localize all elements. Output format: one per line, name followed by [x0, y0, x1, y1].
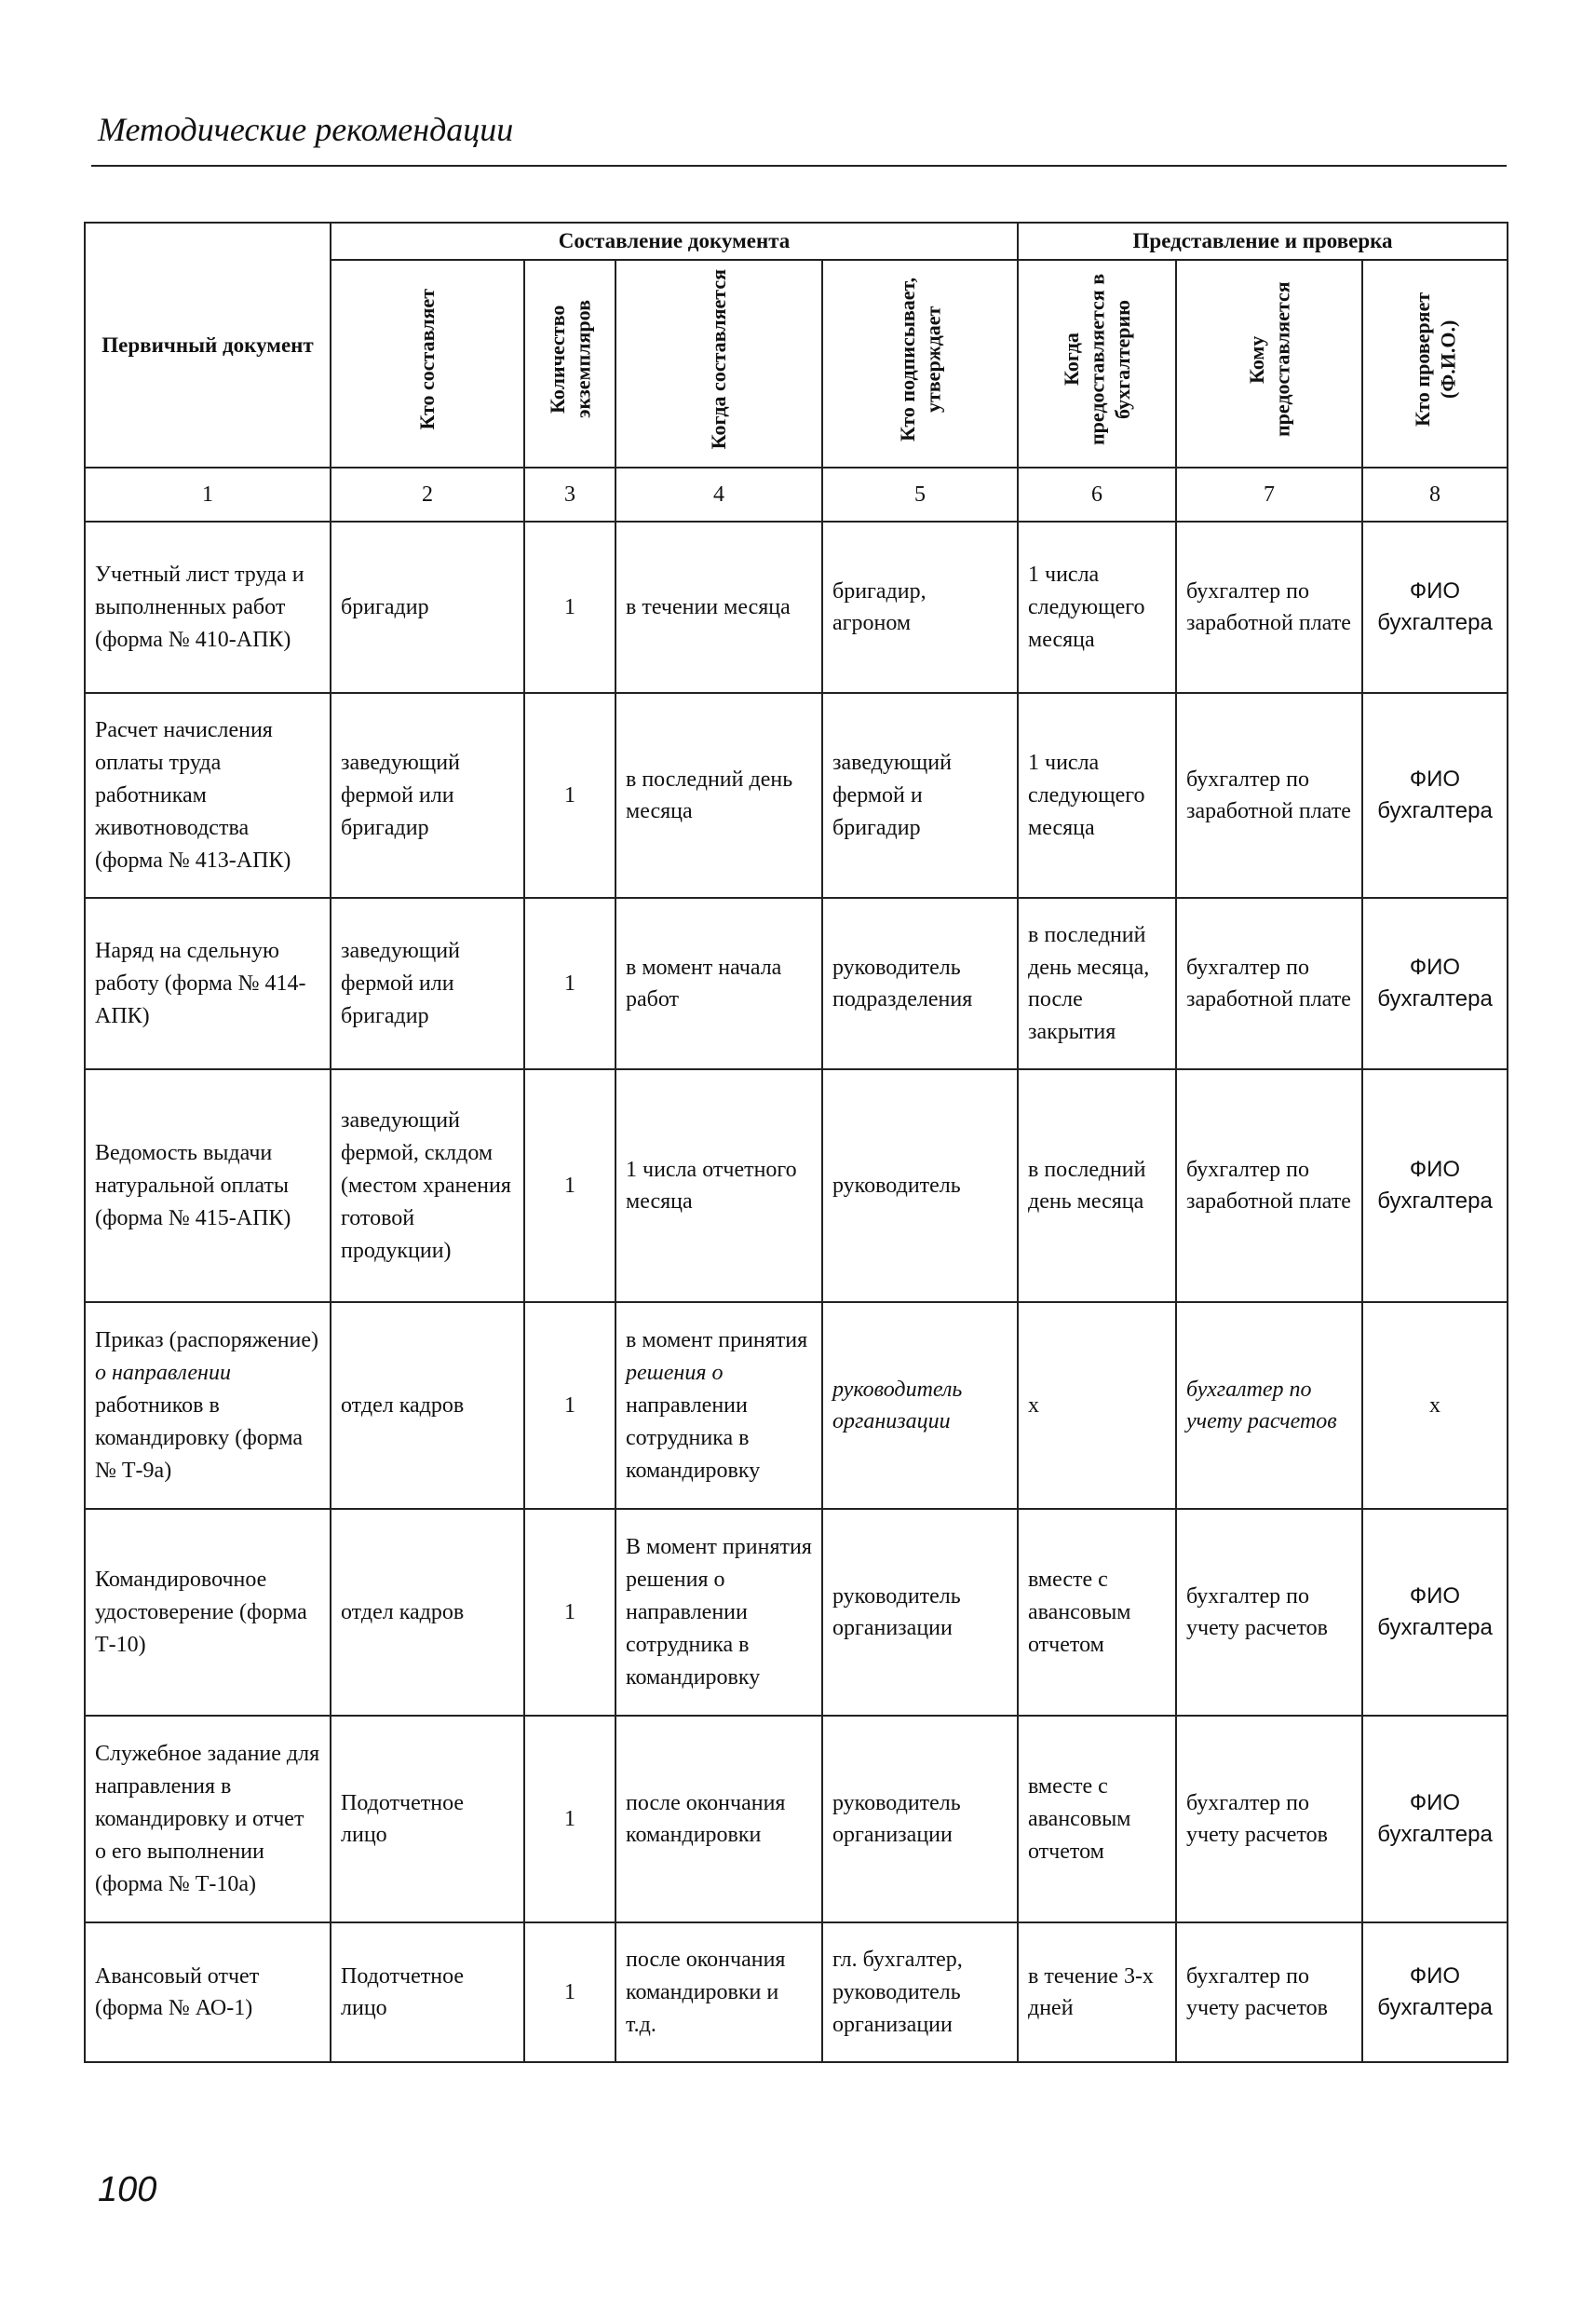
header-rule [91, 165, 1507, 167]
table-row [85, 1509, 1508, 1716]
cell-copies: 1 [524, 693, 615, 898]
cell-submitted-to: бухгалтер по заработной плате [1176, 1069, 1362, 1302]
cell-checker: ФИО бухгалтера [1362, 693, 1508, 898]
column-number: 2 [331, 468, 524, 522]
cell-who-composes: заведующий фермой или бригадир [331, 898, 524, 1069]
column-number: 1 [85, 468, 331, 522]
cell-who-signs: руководитель организации [822, 1302, 1018, 1509]
cell-when-submitted: вместе с авансовым отчетом [1018, 1509, 1176, 1716]
col-header-copies: Количество экземпляров [524, 260, 615, 468]
cell-submitted-to: бухгалтер по учету расчетов [1176, 1509, 1362, 1716]
cell-when-composed: в момент начала работ [615, 898, 822, 1069]
column-number: 6 [1018, 468, 1176, 522]
cell-who-signs: руководитель [822, 1069, 1018, 1302]
col-header-submitted-to: Кому предоставляется [1176, 260, 1362, 468]
cell-when-composed: 1 числа отчетного месяца [615, 1069, 822, 1302]
cell-who-signs: бригадир, агроном [822, 522, 1018, 693]
cell-copies: 1 [524, 522, 615, 693]
presentation-group-header: Представление и проверка [1018, 223, 1508, 260]
table-row [85, 522, 1508, 693]
col-header-when-submitted: Когда предоставляется в бухгалтерию [1018, 260, 1176, 468]
cell-when-submitted: в последний день месяца [1018, 1069, 1176, 1302]
cell-who-signs: руководитель организации [822, 1509, 1018, 1716]
cell-document: Служебное задание для направления в командировку и отчет о его выполнении (форма № Т-10а) [85, 1716, 331, 1922]
cell-checker: ФИО бухгалтера [1362, 1922, 1508, 2062]
cell-checker: х [1362, 1302, 1508, 1509]
cell-when-submitted: вместе с авансовым отчетом [1018, 1716, 1176, 1922]
column-number-row [85, 468, 1508, 522]
cell-submitted-to: бухгалтер по заработной плате [1176, 522, 1362, 693]
cell-when-submitted: 1 числа следующего месяца [1018, 693, 1176, 898]
cell-when-composed: после окончания командировки [615, 1716, 822, 1922]
composition-group-header: Составление документа [331, 223, 1018, 260]
cell-document: Приказ (распоряжение) о направлении работников в командировку (форма № Т-9а) [85, 1302, 331, 1509]
column-number: 3 [524, 468, 615, 522]
cell-who-signs: руководитель организации [822, 1716, 1018, 1922]
table-row [85, 693, 1508, 898]
cell-document: Ведомость выдачи натуральной оплаты (форма № 415-АПК) [85, 1069, 331, 1302]
cell-document: Расчет начисления оплаты труда работникам животноводства (форма № 413-АПК) [85, 693, 331, 898]
page-number: 100 [98, 2170, 157, 2209]
cell-checker: ФИО бухгалтера [1362, 898, 1508, 1069]
cell-copies: 1 [524, 898, 615, 1069]
table-row [85, 1922, 1508, 2062]
cell-checker: ФИО бухгалтера [1362, 522, 1508, 693]
cell-submitted-to: бухгалтер по заработной плате [1176, 693, 1362, 898]
cell-document: Авансовый отчет (форма № АО-1) [85, 1922, 331, 2062]
cell-document: Наряд на сдельную работу (форма № 414-АПК) [85, 898, 331, 1069]
table-row [85, 1069, 1508, 1302]
cell-checker: ФИО бухгалтера [1362, 1069, 1508, 1302]
cell-who-signs: руководитель подразделения [822, 898, 1018, 1069]
table-row [85, 898, 1508, 1069]
cell-copies: 1 [524, 1922, 615, 2062]
cell-when-submitted: в течение 3-х дней [1018, 1922, 1176, 2062]
cell-who-composes: заведующий фермой или бригадир [331, 693, 524, 898]
cell-when-submitted: х [1018, 1302, 1176, 1509]
cell-who-composes: отдел кадров [331, 1509, 524, 1716]
table-row [85, 1302, 1508, 1509]
cell-when-composed: в течении месяца [615, 522, 822, 693]
cell-copies: 1 [524, 1302, 615, 1509]
cell-document: Учетный лист труда и выполненных работ (форма № 410-АПК) [85, 522, 331, 693]
cell-who-signs: гл. бухгалтер, руководитель организации [822, 1922, 1018, 2062]
cell-document: Командировочное удостоверение (форма Т-10) [85, 1509, 331, 1716]
column-number: 7 [1176, 468, 1362, 522]
cell-who-signs: заведующий фермой и бригадир [822, 693, 1018, 898]
cell-when-submitted: в последний день месяца, после закрытия [1018, 898, 1176, 1069]
cell-checker: ФИО бухгалтера [1362, 1716, 1508, 1922]
running-head: Методические рекомендации [98, 111, 514, 148]
primary-doc-header: Первичный документ [85, 223, 331, 468]
cell-submitted-to: бухгалтер по заработной плате [1176, 898, 1362, 1069]
primary-documents-table [84, 222, 1508, 2063]
col-header-who-signs: Кто подписывает, утверждает [822, 260, 1018, 468]
cell-checker: ФИО бухгалтера [1362, 1509, 1508, 1716]
column-number: 8 [1362, 468, 1508, 522]
cell-when-composed: В момент принятия решения о направлении сотрудника в командировку [615, 1509, 822, 1716]
cell-submitted-to: бухгалтер по учету расчетов [1176, 1302, 1362, 1509]
col-header-when-composed: Когда составляется [615, 260, 822, 468]
cell-when-composed: в последний день месяца [615, 693, 822, 898]
table-row [85, 1716, 1508, 1922]
column-number: 4 [615, 468, 822, 522]
cell-who-composes: Подотчетное лицо [331, 1716, 524, 1922]
col-header-who-composes: Кто составляет [331, 260, 524, 468]
cell-who-composes: Подотчетное лицо [331, 1922, 524, 2062]
cell-when-composed: в момент принятия решения о направлении сотрудника в командировку [615, 1302, 822, 1509]
cell-who-composes: заведующий фермой, склдом (местом хранения готовой продукции) [331, 1069, 524, 1302]
cell-when-submitted: 1 числа следующего месяца [1018, 522, 1176, 693]
cell-submitted-to: бухгалтер по учету расчетов [1176, 1716, 1362, 1922]
cell-who-composes: отдел кадров [331, 1302, 524, 1509]
cell-who-composes: бригадир [331, 522, 524, 693]
cell-when-composed: после окончания командировки и т.д. [615, 1922, 822, 2062]
cell-copies: 1 [524, 1716, 615, 1922]
col-header-checker: Кто проверяет (Ф.И.О.) [1362, 260, 1508, 468]
cell-submitted-to: бухгалтер по учету расчетов [1176, 1922, 1362, 2062]
column-number: 5 [822, 468, 1018, 522]
cell-copies: 1 [524, 1069, 615, 1302]
cell-copies: 1 [524, 1509, 615, 1716]
